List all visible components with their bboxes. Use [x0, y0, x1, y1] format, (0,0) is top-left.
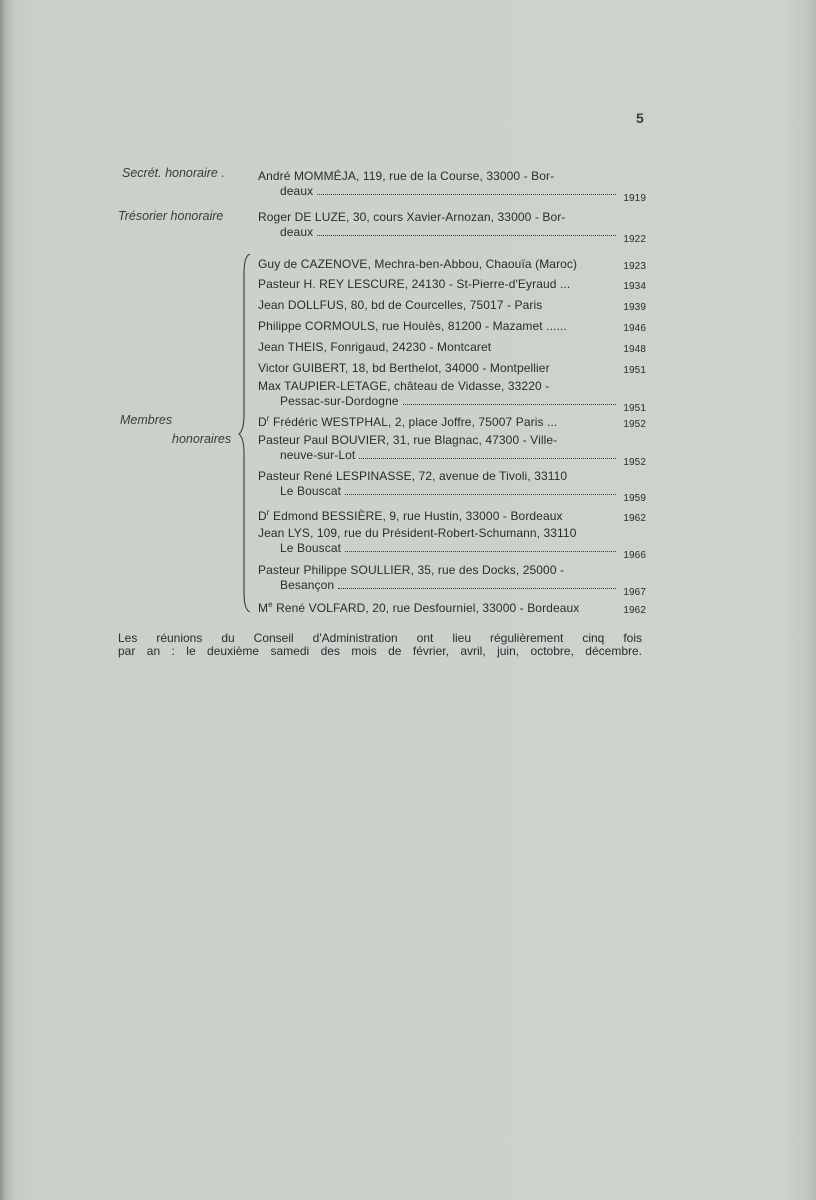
- member-line1: Pasteur Philippe SOULLIER, 35, rue des Docks, 25000 -: [258, 563, 565, 577]
- leader-dots: [317, 183, 616, 195]
- leader-dots: [403, 393, 616, 405]
- member-text: Edmond BESSIÈRE, 9, rue Hustin, 33000 - Bordeaux: [272, 509, 563, 523]
- member-entry: [258, 379, 646, 414]
- tresorier-year: 1922: [623, 234, 646, 245]
- member-entry: [258, 297, 646, 313]
- secretaire-label: Secrét. honoraire .: [122, 166, 225, 180]
- member-line1: Pasteur Paul BOUVIER, 31, rue Blagnac, 47300 - Ville-: [258, 433, 558, 447]
- member-year: 1946: [623, 323, 646, 334]
- member-entry: [258, 600, 646, 616]
- member-text: Victor GUIBERT, 18, bd Berthelot, 34000 - Montpellier: [258, 361, 550, 375]
- tresorier-entry: [258, 210, 646, 245]
- member-year: 1967: [623, 587, 646, 598]
- member-year: 1952: [623, 419, 646, 430]
- member-line2: Le Bouscat: [280, 484, 342, 498]
- member-entry: [258, 339, 646, 355]
- member-year: 1959: [623, 493, 646, 504]
- member-line2: Besançon: [280, 578, 335, 592]
- member-text: René VOLFARD, 20, rue Desfourniel, 33000 - Bordeaux: [276, 601, 580, 615]
- membres-label: Membres: [120, 413, 173, 427]
- leader-dots: [359, 447, 616, 459]
- member-title-prefix: M: [258, 601, 269, 615]
- member-year: 1951: [623, 403, 646, 414]
- leader-dots: [345, 483, 616, 495]
- member-line2: Le Bouscat: [280, 541, 342, 555]
- member-entry: [258, 526, 646, 561]
- leader-dots: [345, 540, 616, 552]
- member-title-prefix: D: [258, 415, 267, 429]
- footer-line1: Les réunions du Conseil d'Administration ont lieu régulièrement cinq fois: [118, 631, 642, 645]
- member-entry: [258, 360, 646, 376]
- member-year: 1934: [623, 281, 646, 292]
- footer-line2: par an : le deuxième samedi des mois de février, avril, juin, octobre, décembre.: [118, 644, 642, 658]
- member-line2: neuve-sur-Lot: [280, 448, 356, 462]
- member-line1: Max TAUPIER-LETAGE, château de Vidasse, 33220 -: [258, 379, 550, 393]
- member-title-sup: r: [266, 508, 270, 517]
- member-text: Jean DOLLFUS, 80, bd de Courcelles, 75017 - Paris: [258, 298, 543, 312]
- member-entry: [258, 318, 646, 334]
- member-line1: Jean LYS, 109, rue du Président-Robert-Schumann, 33110: [258, 526, 577, 540]
- secretaire-line2: deaux: [280, 184, 314, 198]
- member-line2: Pessac-sur-Dordogne: [280, 394, 399, 408]
- member-text: Guy de CAZENOVE, Mechra-ben-Abbou, Chaouïa (Maroc): [258, 257, 578, 271]
- member-title-sup: r: [266, 414, 270, 423]
- tresorier-line2: deaux: [280, 225, 314, 239]
- member-year: 1951: [623, 365, 646, 376]
- member-line1: Pasteur René LESPINASSE, 72, avenue de Tivoli, 33110: [258, 469, 568, 483]
- member-year: 1923: [623, 261, 646, 272]
- member-year: 1962: [623, 605, 646, 616]
- member-year: 1948: [623, 344, 646, 355]
- leader-dots: [317, 224, 616, 236]
- member-text: Philippe CORMOULS, rue Houlès, 81200 - Mazamet ......: [258, 319, 567, 333]
- tresorier-label: Trésorier honoraire: [118, 209, 224, 223]
- secretaire-year: 1919: [623, 193, 646, 204]
- leader-dots: [338, 577, 616, 589]
- secretaire-entry: [258, 169, 646, 204]
- member-text: Pasteur H. REY LESCURE, 24130 - St-Pierre-d'Eyraud ...: [258, 277, 571, 291]
- member-text: Frédéric WESTPHAL, 2, place Joffre, 75007 Paris ...: [272, 415, 558, 429]
- curly-brace: [238, 254, 252, 612]
- member-entry: [258, 508, 646, 524]
- member-year: 1952: [623, 457, 646, 468]
- member-year: 1939: [623, 302, 646, 313]
- footer-paragraph: [118, 632, 642, 658]
- member-year: 1962: [623, 513, 646, 524]
- member-title-prefix: D: [258, 509, 267, 523]
- member-year: 1966: [623, 550, 646, 561]
- member-text: Jean THEIS, Fonrigaud, 24230 - Montcaret: [258, 340, 492, 354]
- member-title-sup: e: [268, 600, 273, 609]
- member-entry: [258, 563, 646, 598]
- member-entry: [258, 469, 646, 504]
- member-entry: [258, 276, 646, 292]
- honoraires-label: honoraires: [172, 432, 232, 446]
- tresorier-line1: Roger DE LUZE, 30, cours Xavier-Arnozan, 33000 - Bor-: [258, 210, 566, 224]
- member-entry: [258, 256, 646, 272]
- member-entry: [258, 433, 646, 468]
- member-entry: [258, 414, 646, 430]
- secretaire-line1: André MOMMÉJA, 119, rue de la Course, 33000 - Bor-: [258, 169, 555, 183]
- page-number: 5: [636, 110, 644, 126]
